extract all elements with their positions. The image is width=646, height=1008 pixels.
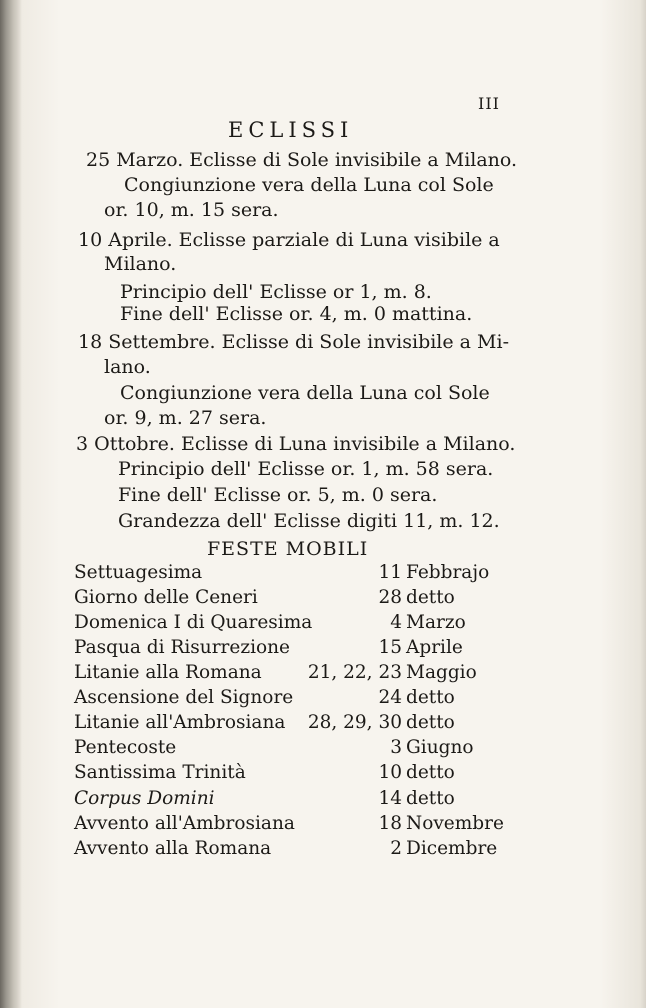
feast-day: 28, 29, 30 [307,712,402,733]
feast-month: Dicembre [406,838,498,859]
feast-name: Pentecoste [74,737,177,758]
feast-day: 2 [390,838,402,859]
eclipse-line: Fine dell' Eclisse or. 5, m. 0 sera. [118,484,438,506]
eclipse-line: Congiunzione vera della Luna col Sole [124,174,494,196]
eclipse-line: 10 Aprile. Eclisse parziale di Luna visibile a [78,229,500,251]
feste-mobili-heading: FESTE MOBILI [207,538,369,560]
feast-month: detto [406,687,455,708]
feast-month: Aprile [406,637,463,658]
eclipse-line: or. 10, m. 15 sera. [104,199,279,221]
feast-name: Avvento all'Ambrosiana [74,813,295,834]
feast-day: 14 [378,788,402,809]
eclipse-line: Principio dell' Eclisse or. 1, m. 58 sera. [118,458,494,480]
feast-day: 4 [390,612,402,633]
table-row [74,712,490,736]
feast-name: Santissima Trinità [74,762,246,783]
page-spine-shadow [0,0,22,1008]
table-row [74,637,490,661]
feast-name: Litanie alla Romana [74,662,262,683]
feast-day: 15 [378,637,402,658]
eclipse-line: or. 9, m. 27 sera. [104,407,267,429]
eclipse-line: Milano. [104,253,177,275]
table-row [74,762,490,786]
eclipse-line: Grandezza dell' Eclisse digiti 11, m. 12. [118,510,500,532]
page-number: III [478,94,500,113]
feast-month: Febbrajo [406,562,490,583]
table-row [74,612,490,636]
table-row [74,737,490,761]
feast-month: detto [406,788,455,809]
feast-month: Marzo [406,612,466,633]
table-row [74,788,490,812]
table-row [74,687,490,711]
table-row [74,662,490,686]
table-row [74,813,504,837]
eclipse-line: 3 Ottobre. Eclisse di Luna invisibile a Milano. [76,433,516,455]
feast-month: detto [406,712,455,733]
feast-day: 11 [378,562,402,583]
feast-name: Litanie all'Ambrosiana [74,712,286,733]
eclipse-line: Principio dell' Eclisse or 1, m. 8. [120,281,432,303]
feast-day: 10 [378,762,402,783]
feast-day: 3 [390,737,402,758]
feast-month: Novembre [406,813,504,834]
eclipse-heading: ECLISSI [228,118,354,142]
table-row [74,587,490,611]
feast-month: detto [406,762,455,783]
feast-name: Settuagesima [74,562,203,583]
feast-month: detto [406,587,455,608]
feast-name: Corpus Domini [74,788,215,809]
feast-name: Pasqua di Risurrezione [74,637,291,658]
eclipse-line: 18 Settembre. Eclisse di Sole invisibile a Mi- [78,331,509,353]
eclipse-line: 25 Marzo. Eclisse di Sole invisibile a Milano. [86,149,518,171]
eclipse-line: Congiunzione vera della Luna col Sole [120,382,490,404]
feast-name: Ascensione del Signore [74,687,294,708]
table-row [74,838,498,862]
feast-day: 21, 22, 23 [307,662,402,683]
feast-name: Avvento alla Romana [74,838,272,859]
eclipse-line: Fine dell' Eclisse or. 4, m. 0 mattina. [120,303,473,325]
feast-month: Giugno [406,737,474,758]
feast-name: Domenica I di Quaresima [74,612,313,633]
feast-day: 18 [378,813,402,834]
feast-name: Giorno delle Ceneri [74,587,258,608]
table-row [74,562,490,586]
eclipse-line: lano. [104,356,151,378]
feast-day: 24 [378,687,402,708]
feast-day: 28 [378,587,402,608]
feast-month: Maggio [406,662,477,683]
